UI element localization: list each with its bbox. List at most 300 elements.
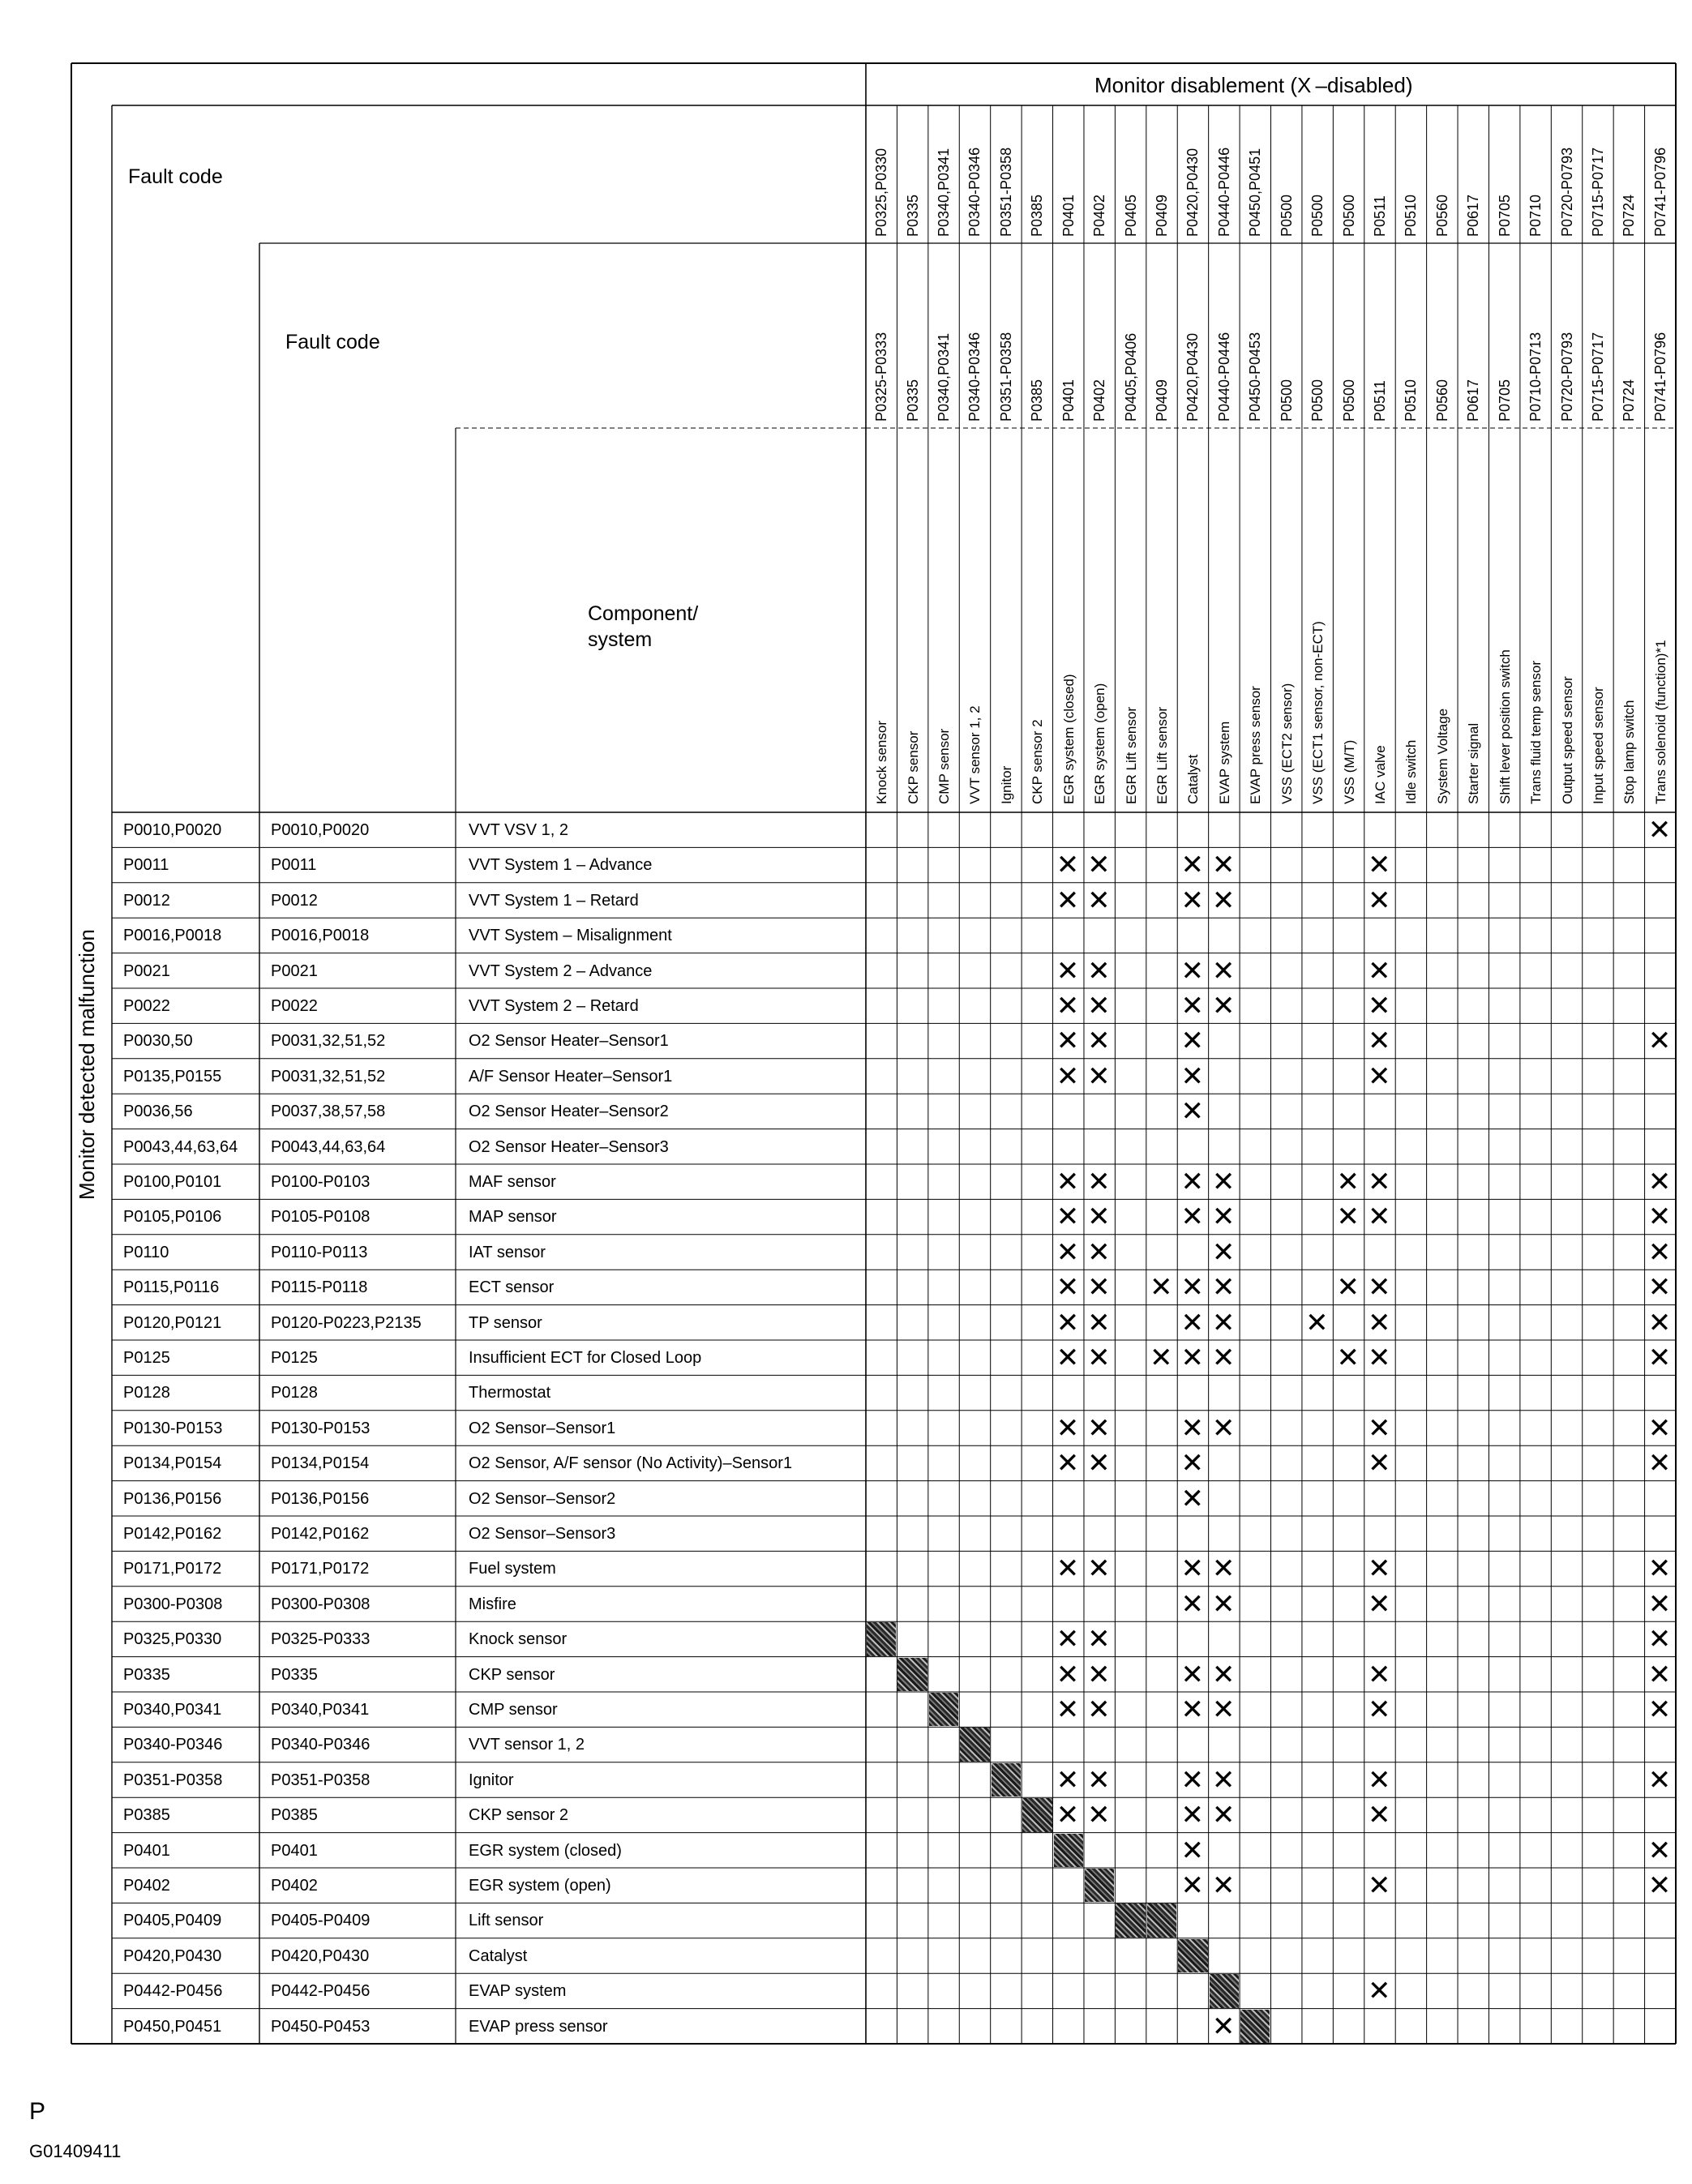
column-code-top: P0710 <box>1527 194 1544 237</box>
column-code-mid: P0500 <box>1278 379 1295 422</box>
disabled-x-mark: ✕ <box>1087 849 1111 882</box>
column-component: Catalyst <box>1185 754 1202 804</box>
disabled-x-mark: ✕ <box>1367 1271 1391 1304</box>
self-diagonal-hatch <box>992 1763 1021 1796</box>
disabled-x-mark: ✕ <box>1087 1060 1111 1093</box>
column-code-mid: P0500 <box>1340 379 1357 422</box>
row-fault-code-detected: P0450,P0451 <box>123 2017 222 2036</box>
column-code-top: P0450,P0451 <box>1247 148 1264 237</box>
disabled-x-mark: ✕ <box>1180 1552 1204 1586</box>
column-code-top: P0705 <box>1496 194 1513 237</box>
disabled-x-mark: ✕ <box>1211 1411 1236 1445</box>
column-code-top: P0402 <box>1091 194 1108 237</box>
column-code-mid: P0385 <box>1029 379 1046 422</box>
row-component: Catalyst <box>469 1946 528 1965</box>
row-fault-code-detected: P0022 <box>123 997 170 1015</box>
column-component: Ignitor <box>998 765 1014 804</box>
disabled-x-mark: ✕ <box>1211 1694 1236 1726</box>
monitor-disablement-title: Monitor disablement (X –disabled) <box>1094 73 1413 97</box>
disabled-x-mark: ✕ <box>1336 1166 1360 1198</box>
column-code-top: P0440-P0446 <box>1215 147 1232 237</box>
row-component: Insufficient ECT for Closed Loop <box>469 1349 702 1367</box>
row-fault-code-detected: P0351-P0358 <box>123 1771 223 1789</box>
footer-letter: P <box>29 2098 46 2125</box>
row-fault-code: P0043,44,63,64 <box>271 1137 386 1156</box>
column-component: EGR system (closed) <box>1060 674 1077 804</box>
disabled-x-mark: ✕ <box>1056 1799 1080 1832</box>
column-component: CKP sensor <box>905 730 921 804</box>
column-code-top: P0500 <box>1309 194 1326 237</box>
disabled-x-mark: ✕ <box>1367 1975 1391 2008</box>
column-code-mid: P0325-P0333 <box>873 332 890 422</box>
row-fault-code-detected: P0115,P0116 <box>123 1278 220 1297</box>
disabled-x-mark: ✕ <box>1180 1587 1204 1621</box>
disabled-x-mark: ✕ <box>1180 1763 1204 1796</box>
row-component: ECT sensor <box>469 1278 555 1297</box>
disabled-x-mark: ✕ <box>1087 1025 1111 1058</box>
row-fault-code: P0128 <box>271 1384 318 1402</box>
row-component: EVAP system <box>469 1982 567 2001</box>
row-fault-code: P0351-P0358 <box>271 1771 371 1789</box>
disabled-x-mark: ✕ <box>1087 1235 1111 1269</box>
disabled-x-mark: ✕ <box>1211 849 1236 882</box>
row-component: CMP sensor <box>469 1701 558 1719</box>
disabled-x-mark: ✕ <box>1087 1342 1111 1374</box>
row-fault-code: P0405-P0409 <box>271 1912 371 1930</box>
disabled-x-mark: ✕ <box>1087 1658 1111 1691</box>
disabled-x-mark: ✕ <box>1647 1623 1672 1656</box>
row-fault-code-detected: P0335 <box>123 1665 170 1684</box>
column-component: Trans fluid temp sensor <box>1528 661 1544 804</box>
column-code-top: P0335 <box>904 194 921 237</box>
row-component: O2 Sensor Heater–Sensor1 <box>469 1032 669 1051</box>
column-code-top: P0617 <box>1465 194 1482 237</box>
disabled-x-mark: ✕ <box>1056 1342 1080 1374</box>
disabled-x-mark: ✕ <box>1211 1658 1236 1691</box>
column-component: EVAP system <box>1216 721 1232 804</box>
row-fault-code-detected: P0043,44,63,64 <box>123 1137 238 1156</box>
disabled-x-mark: ✕ <box>1150 1271 1173 1304</box>
disabled-x-mark: ✕ <box>1647 1587 1672 1621</box>
column-code-mid: P0450-P0453 <box>1247 332 1264 422</box>
row-fault-code: P0450-P0453 <box>271 2017 371 2036</box>
row-component: O2 Sensor Heater–Sensor2 <box>469 1103 669 1121</box>
disabled-x-mark: ✕ <box>1647 1834 1672 1867</box>
column-code-mid: P0402 <box>1091 379 1108 422</box>
column-code-top: P0500 <box>1340 194 1357 237</box>
column-component: CMP sensor <box>936 728 953 804</box>
row-fault-code: P0021 <box>271 961 318 980</box>
disabled-x-mark: ✕ <box>1367 1201 1391 1234</box>
column-code-top: P0351-P0358 <box>997 147 1014 237</box>
disabled-x-mark: ✕ <box>1647 1271 1672 1304</box>
disabled-x-mark: ✕ <box>1056 1166 1080 1198</box>
row-component: Thermostat <box>469 1384 551 1402</box>
disabled-x-mark: ✕ <box>1367 1552 1391 1586</box>
column-component: CKP sensor 2 <box>1030 719 1046 804</box>
disabled-x-mark: ✕ <box>1180 1799 1204 1832</box>
row-fault-code-detected: P0036,56 <box>123 1103 193 1121</box>
row-component: O2 Sensor–Sensor2 <box>469 1489 616 1508</box>
row-component: O2 Sensor Heater–Sensor3 <box>469 1137 669 1156</box>
row-fault-code-detected: P0021 <box>123 961 170 980</box>
self-diagonal-hatch <box>1210 1974 1239 2007</box>
column-code-mid: P0511 <box>1371 380 1388 422</box>
disabled-x-mark: ✕ <box>1056 1623 1080 1656</box>
column-component: EGR system (open) <box>1092 683 1108 804</box>
disabled-x-mark: ✕ <box>1056 1306 1080 1339</box>
column-code-mid: P0617 <box>1465 379 1482 422</box>
disabled-x-mark: ✕ <box>1180 1658 1204 1691</box>
column-code-mid: P0405,P0406 <box>1122 332 1139 422</box>
disabled-x-mark: ✕ <box>1305 1306 1329 1339</box>
disabled-x-mark: ✕ <box>1367 954 1391 987</box>
disabled-x-mark: ✕ <box>1056 1025 1080 1058</box>
row-fault-code-detected: P0405,P0409 <box>123 1912 222 1930</box>
column-code-mid: P0420,P0430 <box>1184 332 1202 422</box>
row-fault-code-detected: P0442-P0456 <box>123 1982 223 2001</box>
disabled-x-mark: ✕ <box>1647 1694 1672 1726</box>
row-fault-code: P0100-P0103 <box>271 1173 371 1191</box>
disabled-x-mark: ✕ <box>1211 954 1236 987</box>
disabled-x-mark: ✕ <box>1367 884 1391 917</box>
fault-code-header-mid: Fault code <box>285 331 380 353</box>
self-diagonal-hatch <box>1022 1798 1052 1831</box>
column-component: Stop lamp switch <box>1621 700 1638 804</box>
column-code-mid: P0340,P0341 <box>936 332 953 422</box>
row-fault-code: P0335 <box>271 1665 318 1684</box>
disabled-x-mark: ✕ <box>1211 1587 1236 1621</box>
disabled-x-mark: ✕ <box>1647 1201 1672 1234</box>
column-component: EGR Lift sensor <box>1123 707 1139 804</box>
column-code-mid: P0724 <box>1621 379 1638 422</box>
disabled-x-mark: ✕ <box>1180 1834 1204 1867</box>
disabled-x-mark: ✕ <box>1367 1342 1391 1374</box>
row-fault-code: P0142,P0162 <box>271 1525 370 1543</box>
disabled-x-mark: ✕ <box>1367 1587 1391 1621</box>
component-header-line1: Component/ <box>588 602 699 625</box>
disabled-x-mark: ✕ <box>1367 990 1391 1022</box>
column-code-mid: P0335 <box>904 379 921 422</box>
disabled-x-mark: ✕ <box>1647 1763 1672 1796</box>
row-component: IAT sensor <box>469 1243 546 1261</box>
row-fault-code-detected: P0385 <box>123 1806 170 1825</box>
row-fault-code-detected: P0100,P0101 <box>123 1173 222 1191</box>
disabled-x-mark: ✕ <box>1180 1869 1204 1902</box>
disabled-x-mark: ✕ <box>1180 1342 1204 1374</box>
row-fault-code: P0171,P0172 <box>271 1560 370 1578</box>
self-diagonal-hatch <box>929 1693 958 1726</box>
row-fault-code: P0125 <box>271 1349 318 1367</box>
column-code-top: P0500 <box>1278 194 1295 237</box>
disabled-x-mark: ✕ <box>1056 849 1080 882</box>
disabled-x-mark: ✕ <box>1367 1166 1391 1198</box>
row-fault-code-detected: P0136,P0156 <box>123 1489 222 1508</box>
disabled-x-mark: ✕ <box>1211 1869 1236 1902</box>
self-diagonal-hatch <box>867 1622 896 1655</box>
row-fault-code-detected: P0128 <box>123 1384 170 1402</box>
disabled-x-mark: ✕ <box>1211 1306 1236 1339</box>
row-fault-code: P0011 <box>271 856 317 875</box>
disabled-x-mark: ✕ <box>1180 990 1204 1022</box>
row-fault-code-detected: P0012 <box>123 891 170 910</box>
row-component: CKP sensor 2 <box>469 1806 569 1825</box>
row-fault-code-detected: P0134,P0154 <box>123 1454 222 1473</box>
disabled-x-mark: ✕ <box>1211 1271 1236 1304</box>
disabled-x-mark: ✕ <box>1056 1060 1080 1093</box>
disabled-x-mark: ✕ <box>1367 1025 1391 1058</box>
disabled-x-mark: ✕ <box>1056 1271 1080 1304</box>
row-fault-code: P0130-P0153 <box>271 1419 371 1437</box>
disabled-x-mark: ✕ <box>1647 814 1672 846</box>
column-code-mid: P0741-P0796 <box>1651 332 1668 422</box>
column-code-top: P0724 <box>1621 194 1638 237</box>
row-fault-code-detected: P0105,P0106 <box>123 1208 222 1227</box>
column-code-mid: P0401 <box>1060 379 1077 422</box>
disabled-x-mark: ✕ <box>1647 1658 1672 1691</box>
disabled-x-mark: ✕ <box>1647 1025 1672 1058</box>
row-component: MAP sensor <box>469 1208 557 1227</box>
row-component: EGR system (open) <box>469 1877 611 1895</box>
disabled-x-mark: ✕ <box>1180 1166 1204 1198</box>
disabled-x-mark: ✕ <box>1180 1271 1204 1304</box>
disabled-x-mark: ✕ <box>1180 884 1204 917</box>
row-component: A/F Sensor Heater–Sensor1 <box>469 1067 673 1086</box>
self-diagonal-hatch <box>1116 1904 1145 1937</box>
row-fault-code: P0115-P0118 <box>271 1278 368 1297</box>
column-code-top: P0340,P0341 <box>936 148 953 237</box>
disabled-x-mark: ✕ <box>1056 1447 1080 1480</box>
column-code-top: P0401 <box>1060 194 1077 237</box>
row-component: VVT System 1 – Retard <box>469 891 639 910</box>
column-code-top: P0510 <box>1403 194 1420 237</box>
row-fault-code-detected: P0135,P0155 <box>123 1067 222 1086</box>
disabled-x-mark: ✕ <box>1087 1552 1111 1586</box>
column-code-top: P0511 <box>1371 195 1388 237</box>
row-component: CKP sensor <box>469 1665 555 1684</box>
row-fault-code-detected: P0125 <box>123 1349 170 1367</box>
row-component: VVT System – Misalignment <box>469 927 672 945</box>
column-code-top: P0720-P0793 <box>1558 147 1575 237</box>
disabled-x-mark: ✕ <box>1647 1411 1672 1445</box>
column-code-mid: P0710-P0713 <box>1527 332 1544 422</box>
column-component: VVT sensor 1, 2 <box>967 705 983 804</box>
disabled-x-mark: ✕ <box>1367 1799 1391 1832</box>
row-component: O2 Sensor, A/F sensor (No Activity)–Sensor1 <box>469 1454 793 1473</box>
row-fault-code: P0340-P0346 <box>271 1736 371 1754</box>
disabled-x-mark: ✕ <box>1056 1658 1080 1691</box>
row-fault-code-detected: P0340-P0346 <box>123 1736 223 1754</box>
disabled-x-mark: ✕ <box>1211 990 1236 1022</box>
disabled-x-mark: ✕ <box>1087 954 1111 987</box>
row-fault-code-detected: P0300-P0308 <box>123 1595 223 1613</box>
row-component: MAF sensor <box>469 1173 556 1191</box>
row-component: Misfire <box>469 1595 516 1613</box>
disabled-x-mark: ✕ <box>1180 1447 1204 1480</box>
row-fault-code-detected: P0130-P0153 <box>123 1419 223 1437</box>
disabled-x-mark: ✕ <box>1367 1763 1391 1796</box>
disabled-x-mark: ✕ <box>1647 1869 1672 1902</box>
row-fault-code: P0385 <box>271 1806 318 1825</box>
row-component: TP sensor <box>469 1313 542 1332</box>
disabled-x-mark: ✕ <box>1087 884 1111 917</box>
disabled-x-mark: ✕ <box>1367 1869 1391 1902</box>
disabled-x-mark: ✕ <box>1647 1447 1672 1480</box>
column-code-mid: P0440-P0446 <box>1215 332 1232 422</box>
disabled-x-mark: ✕ <box>1180 1060 1204 1093</box>
row-fault-code: P0031,32,51,52 <box>271 1032 386 1051</box>
self-diagonal-hatch <box>1178 1939 1207 1972</box>
row-fault-code-detected: P0171,P0172 <box>123 1560 222 1578</box>
row-fault-code: P0401 <box>271 1841 318 1860</box>
row-component: Ignitor <box>469 1771 514 1789</box>
column-code-mid: P0500 <box>1309 379 1326 422</box>
disabled-x-mark: ✕ <box>1647 1166 1672 1198</box>
disabled-x-mark: ✕ <box>1336 1201 1360 1234</box>
column-component: VSS (M/T) <box>1341 739 1357 804</box>
disabled-x-mark: ✕ <box>1367 1694 1391 1726</box>
row-fault-code: P0402 <box>271 1877 318 1895</box>
row-component: EGR system (closed) <box>469 1841 622 1860</box>
column-code-mid: P0409 <box>1154 379 1171 422</box>
disabled-x-mark: ✕ <box>1211 1166 1236 1198</box>
row-component: VVT System 2 – Retard <box>469 997 639 1015</box>
fault-code-header-top: Fault code <box>128 165 223 188</box>
disabled-x-mark: ✕ <box>1180 954 1204 987</box>
row-component: Knock sensor <box>469 1630 568 1649</box>
disabled-x-mark: ✕ <box>1087 990 1111 1022</box>
row-fault-code: P0325-P0333 <box>271 1630 371 1649</box>
column-code-top: P0340-P0346 <box>966 147 983 237</box>
row-component: VVT VSV 1, 2 <box>469 821 569 839</box>
self-diagonal-hatch <box>897 1658 927 1691</box>
disabled-x-mark: ✕ <box>1367 1447 1391 1480</box>
row-fault-code: P0016,P0018 <box>271 927 370 945</box>
column-component: IAC valve <box>1372 745 1388 804</box>
disabled-x-mark: ✕ <box>1647 1235 1672 1269</box>
row-component: VVT System 2 – Advance <box>469 961 653 980</box>
column-code-top: P0325,P0330 <box>873 148 890 237</box>
row-fault-code-detected: P0120,P0121 <box>123 1313 222 1332</box>
self-diagonal-hatch <box>1054 1834 1083 1867</box>
self-diagonal-hatch <box>1085 1869 1114 1902</box>
column-component: Starter signal <box>1466 722 1482 804</box>
row-fault-code-detected: P0340,P0341 <box>123 1701 222 1719</box>
disabled-x-mark: ✕ <box>1056 884 1080 917</box>
disabled-x-mark: ✕ <box>1180 1201 1204 1234</box>
column-code-top: P0741-P0796 <box>1651 147 1668 237</box>
column-code-top: P0385 <box>1029 194 1046 237</box>
disabled-x-mark: ✕ <box>1056 1694 1080 1726</box>
figure-id: G01409411 <box>29 2141 122 2161</box>
disabled-x-mark: ✕ <box>1180 849 1204 882</box>
monitor-detected-malfunction-label: Monitor detected malfunction <box>75 929 99 1200</box>
disabled-x-mark: ✕ <box>1180 1411 1204 1445</box>
column-code-top: P0409 <box>1154 194 1171 237</box>
disabled-x-mark: ✕ <box>1180 1694 1204 1726</box>
disabled-x-mark: ✕ <box>1056 990 1080 1022</box>
row-component: EVAP press sensor <box>469 2017 608 2036</box>
column-component: Trans solenoid (function)*1 <box>1652 640 1668 804</box>
row-fault-code-detected: P0401 <box>123 1841 170 1860</box>
row-fault-code: P0136,P0156 <box>271 1489 370 1508</box>
row-fault-code: P0300-P0308 <box>271 1595 371 1613</box>
column-component: EGR Lift sensor <box>1154 707 1171 804</box>
row-fault-code-detected: P0142,P0162 <box>123 1525 222 1543</box>
row-fault-code: P0442-P0456 <box>271 1982 371 2001</box>
row-fault-code: P0120-P0223,P2135 <box>271 1313 422 1332</box>
row-fault-code: P0134,P0154 <box>271 1454 370 1473</box>
disabled-x-mark: ✕ <box>1367 1658 1391 1691</box>
disabled-x-mark: ✕ <box>1180 1482 1204 1515</box>
row-component: VVT System 1 – Advance <box>469 856 653 875</box>
disabled-x-mark: ✕ <box>1087 1447 1111 1480</box>
column-code-mid: P0715-P0717 <box>1589 332 1606 422</box>
disabled-x-mark: ✕ <box>1180 1306 1204 1339</box>
disabled-x-mark: ✕ <box>1056 1235 1080 1269</box>
disabled-x-mark: ✕ <box>1087 1306 1111 1339</box>
column-code-top: P0420,P0430 <box>1184 148 1202 237</box>
column-code-mid: P0340-P0346 <box>966 332 983 422</box>
disabled-x-mark: ✕ <box>1056 954 1080 987</box>
column-code-top: P0715-P0717 <box>1589 147 1606 237</box>
row-fault-code: P0012 <box>271 891 318 910</box>
disabled-x-mark: ✕ <box>1647 1552 1672 1586</box>
disabled-x-mark: ✕ <box>1211 884 1236 917</box>
column-code-mid: P0351-P0358 <box>997 332 1014 422</box>
row-fault-code: P0340,P0341 <box>271 1701 370 1719</box>
column-component: Shift lever position switch <box>1497 649 1513 804</box>
disabled-x-mark: ✕ <box>1056 1201 1080 1234</box>
row-fault-code-detected: P0011 <box>123 856 169 875</box>
row-component: Lift sensor <box>469 1912 544 1930</box>
disabled-x-mark: ✕ <box>1087 1411 1111 1445</box>
disabled-x-mark: ✕ <box>1211 1763 1236 1796</box>
row-fault-code: P0110-P0113 <box>271 1243 368 1261</box>
row-fault-code-detected: P0110 <box>123 1243 169 1261</box>
row-component: Fuel system <box>469 1560 556 1578</box>
disabled-x-mark: ✕ <box>1367 1306 1391 1339</box>
column-code-top: P0405 <box>1122 194 1139 237</box>
disabled-x-mark: ✕ <box>1211 1342 1236 1374</box>
disabled-x-mark: ✕ <box>1367 1060 1391 1093</box>
column-component: VSS (ECT1 sensor, non-ECT) <box>1310 621 1326 804</box>
disabled-x-mark: ✕ <box>1056 1411 1080 1445</box>
disabled-x-mark: ✕ <box>1211 1235 1236 1269</box>
column-component: VSS (ECT2 sensor) <box>1279 683 1295 804</box>
column-component: Knock sensor <box>874 721 890 804</box>
row-fault-code-detected: P0402 <box>123 1877 170 1895</box>
disabled-x-mark: ✕ <box>1647 1342 1672 1374</box>
disabled-x-mark: ✕ <box>1087 1201 1111 1234</box>
disabled-x-mark: ✕ <box>1180 1095 1204 1128</box>
column-code-mid: P0720-P0793 <box>1558 332 1575 422</box>
column-component: Idle switch <box>1403 739 1420 804</box>
row-component: O2 Sensor–Sensor1 <box>469 1419 616 1437</box>
disabled-x-mark: ✕ <box>1087 1166 1111 1198</box>
column-component: Input speed sensor <box>1590 687 1606 804</box>
column-component: Output speed sensor <box>1559 676 1575 804</box>
row-fault-code: P0022 <box>271 997 318 1015</box>
disabled-x-mark: ✕ <box>1087 1271 1111 1304</box>
row-fault-code-detected: P0325,P0330 <box>123 1630 222 1649</box>
disabled-x-mark: ✕ <box>1211 1201 1236 1234</box>
row-fault-code: P0037,38,57,58 <box>271 1103 386 1121</box>
column-code-top: P0560 <box>1433 194 1450 237</box>
self-diagonal-hatch <box>1240 2010 1270 2043</box>
column-component: System Voltage <box>1434 708 1450 804</box>
disabled-x-mark: ✕ <box>1150 1342 1173 1374</box>
